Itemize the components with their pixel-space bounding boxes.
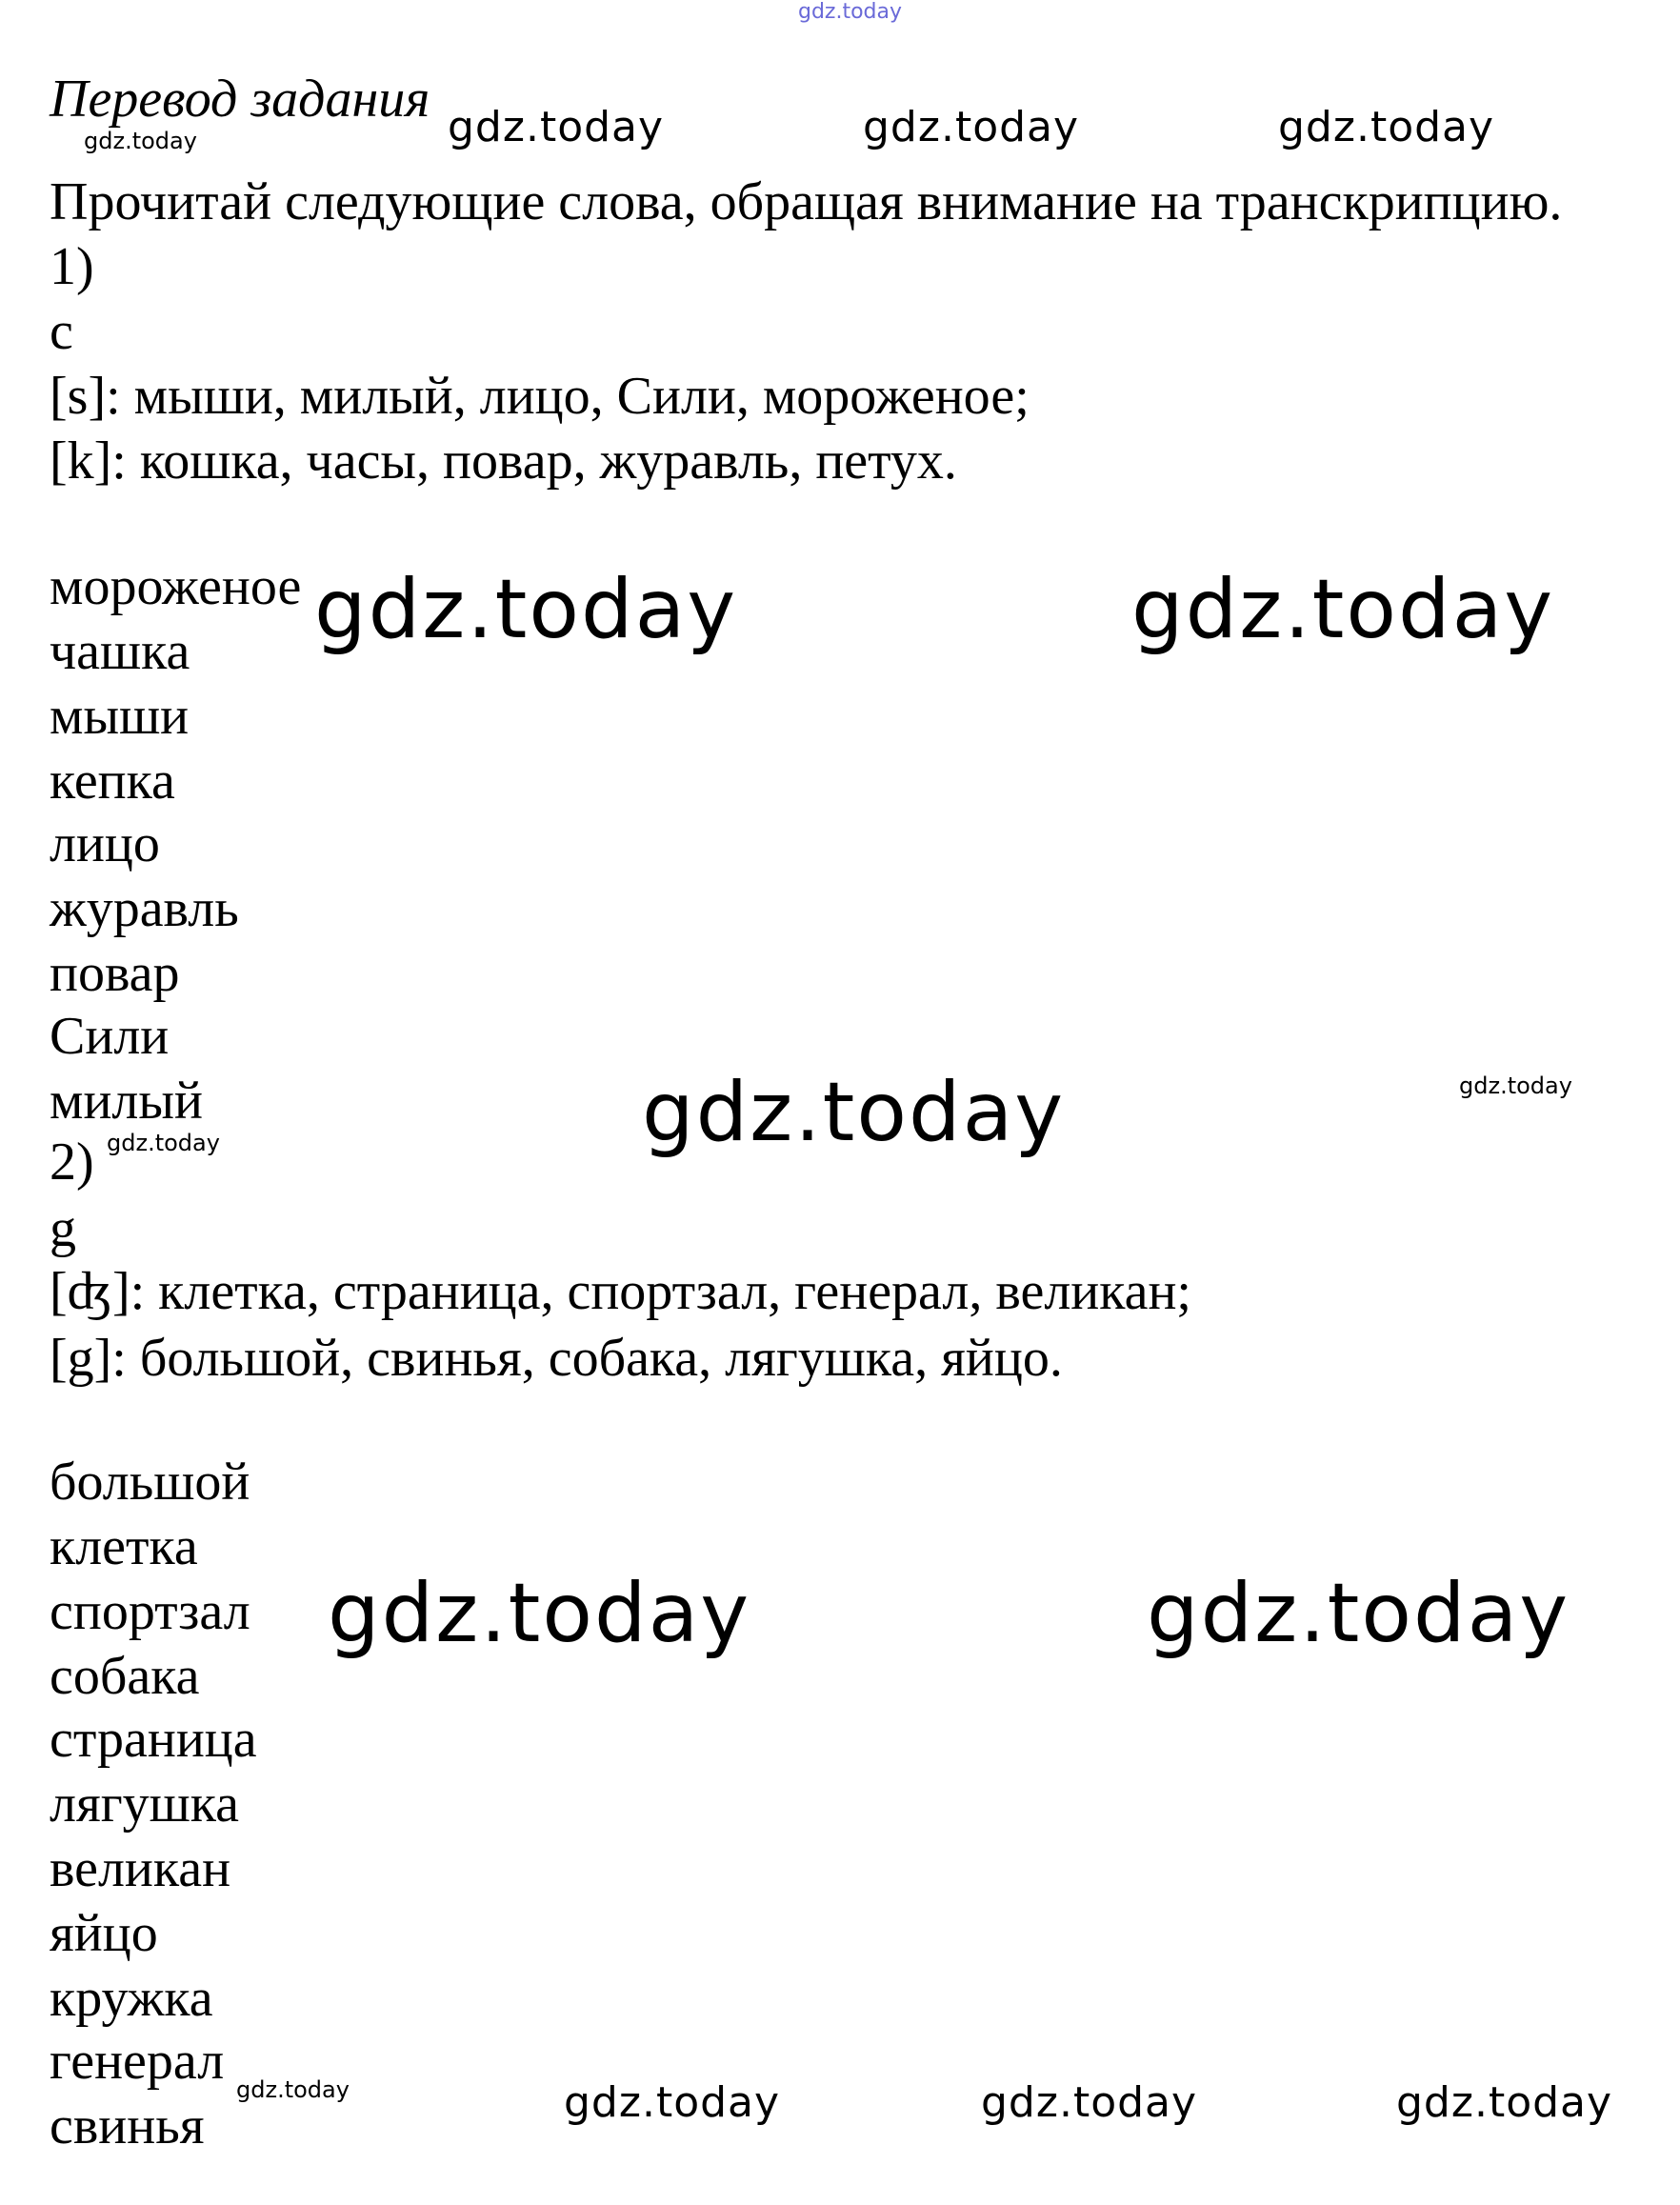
part2-number: 2)	[50, 1133, 94, 1192]
watermark-small: gdz.today	[236, 2076, 350, 2103]
watermark-large: gdz.today	[1131, 562, 1555, 657]
page-heading: Перевод задания	[50, 70, 430, 129]
list-item: большой	[50, 1453, 250, 1512]
watermark-top: gdz.today	[798, 0, 903, 24]
part1-letter: c	[50, 302, 73, 361]
list-item: генерал	[50, 2032, 225, 2091]
list-item: мыши	[50, 687, 190, 746]
list-item: лицо	[50, 814, 160, 873]
watermark-medium: gdz.today	[981, 2078, 1198, 2127]
watermark-small: gdz.today	[1459, 1072, 1572, 1099]
watermark-medium: gdz.today	[564, 2078, 781, 2127]
watermark-large: gdz.today	[328, 1566, 751, 1661]
list-item: журавль	[50, 879, 239, 938]
list-item: кепка	[50, 752, 175, 811]
list-item: Сили	[50, 1007, 170, 1066]
list-item: яйцо	[50, 1904, 158, 1963]
watermark-large: gdz.today	[642, 1065, 1066, 1160]
part2-rule-g: [g]: большой, свинья, собака, лягушка, яйцо.	[50, 1329, 1063, 1388]
list-item: чашка	[50, 622, 190, 681]
list-item: клетка	[50, 1517, 198, 1576]
list-item: спортзал	[50, 1582, 250, 1641]
part2-letter: g	[50, 1199, 76, 1258]
part2-rule-dz: [ʤ]: клетка, страница, спортзал, генерал, великан;	[50, 1262, 1191, 1321]
list-item: мороженое	[50, 557, 302, 616]
part1-number: 1)	[50, 237, 94, 296]
list-item: свинья	[50, 2096, 205, 2155]
watermark-medium: gdz.today	[1396, 2078, 1613, 2127]
list-item: милый	[50, 1072, 203, 1131]
watermark-small: gdz.today	[84, 128, 197, 154]
part1-rule-s: [s]: мыши, милый, лицо, Сили, мороженое;	[50, 367, 1030, 426]
part1-rule-k: [k]: кошка, часы, повар, журавль, петух.	[50, 431, 957, 491]
watermark-medium: gdz.today	[448, 103, 665, 151]
list-item: великан	[50, 1839, 231, 1898]
watermark-small: gdz.today	[107, 1130, 220, 1156]
watermark-medium: gdz.today	[863, 103, 1080, 151]
watermark-large: gdz.today	[1147, 1566, 1570, 1661]
instruction-text: Прочитай следующие слова, обращая внимание на транскрипцию.	[50, 172, 1563, 231]
list-item: страница	[50, 1710, 257, 1769]
list-item: повар	[50, 944, 180, 1003]
list-item: собака	[50, 1647, 200, 1706]
watermark-medium: gdz.today	[1278, 103, 1495, 151]
watermark-large: gdz.today	[314, 562, 738, 657]
list-item: лягушка	[50, 1774, 240, 1834]
list-item: кружка	[50, 1969, 213, 2028]
